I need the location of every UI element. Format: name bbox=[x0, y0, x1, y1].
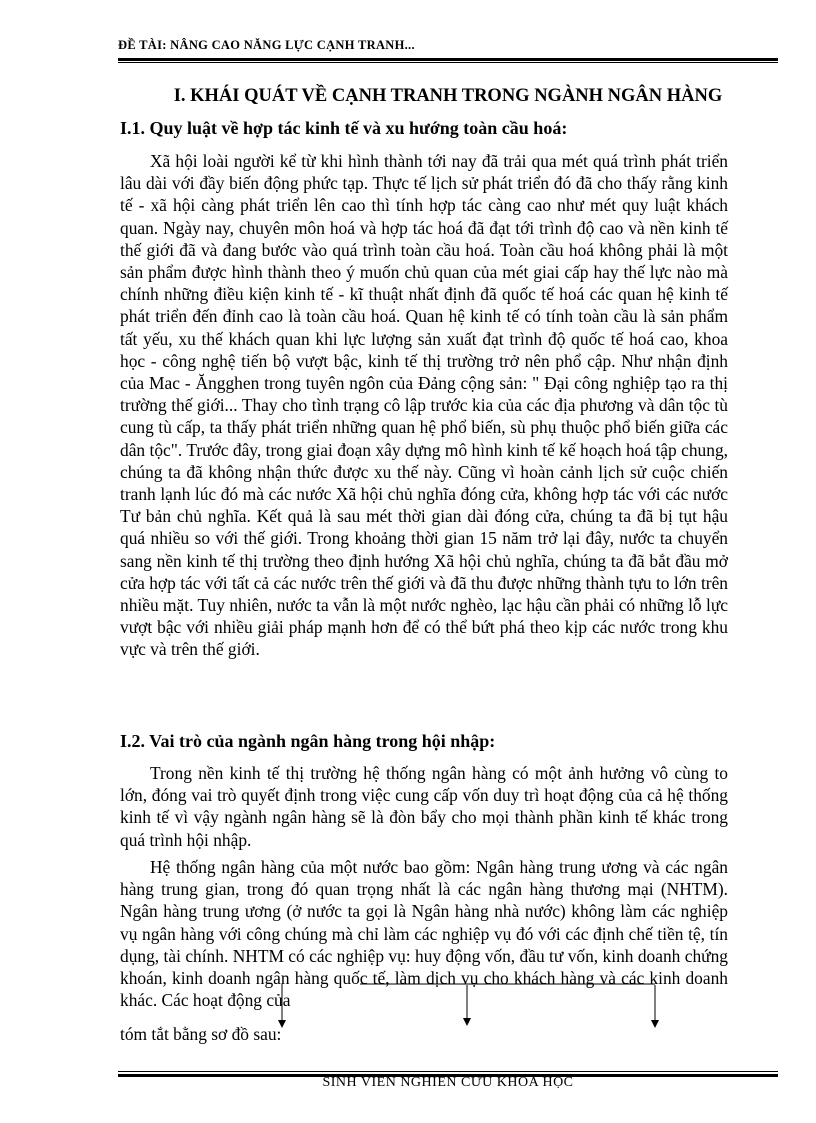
document-header-title: ĐỀ TÀI: NÂNG CAO NĂNG LỰC CẠNH TRANH... bbox=[118, 38, 415, 52]
paragraph-globalization: Xã hội loài người kể từ khi hình thành tới nay đã trải qua mét quá trình phát triển lâu dài với đầy biến động phức tạp. Thực tế lịch sử phát triển đó đã cho thấy rằng kinh tế - xã hội càng phát triển lên cao thì tính hợp tác càng cao như mét quy luật khách quan. Ngày nay, chuyên môn hoá và hợp tác hoá đã đạt tới trình độ cao và nền kinh tế thế giới đã và đang bước vào quá trình toàn cầu hoá. Toàn cầu hoá không phải là một sản phẩm được hình thành theo ý muốn chủ quan của mét giai cấp hay thế lực nào mà chính những điều kiện kinh tế - kĩ thuật nhất định đã quốc tế hoá các quan hệ kinh tế phát triển đến đỉnh cao là toàn cầu hoá. Quan hệ kinh tế có tính toàn cầu là sản phẩm tất yếu, xu thế khách quan khi lực lượng sản xuất đạt trình độ quốc tế hoá cao, khoa học - công nghệ tiến bộ vượt bậc, kinh tế thị trường trở nên phổ cập. Như nhận định của Mac - Ăngghen trong tuyên ngôn của Đảng cộng sản: " Đại công nghiệp tạo ra thị trường thế giới... Thay cho tình trạng cô lập trước kia của các địa phương và dân tộc tù cung tù cấp, ta thấy phát triển những quan hệ phổ biến, sù phụ thuộc phổ biến giữa các dân tộc". Trước đây, trong giai đoạn xây dựng mô hình kinh tế kế hoạch hoá tập chung, chúng ta đã không nhận thức được xu thế này. Cũng vì hoàn cảnh lịch sử cuộc chiến tranh lạnh lúc đó mà các nước Xã hội chủ nghĩa đóng cửa, không hợp tác với các nước Tư bản chủ nghĩa. Kết quả là sau mét thời gian dài đóng cửa, chúng ta đã bị tụt hậu quá nhiều so với thế giới. Trong khoảng thời gian 15 năm trở lại đây, nước ta chuyển sang nền kinh tế thị trường theo định hướng Xã hội chủ nghĩa, chúng ta đã bắt đầu mở cửa hợp tác với tất cả các nước trên thế giới và đã thu được những thành tựu to lớn trên nhiều mặt. Tuy nhiên, nước ta vẫn là một nước nghèo, lạc hậu cần phải có những lỗ lực vượt bậc với nhiều giải pháp mạnh hơn để có thể bứt phá theo kịp các nước trong khu vực và trên thế giới. bbox=[120, 151, 728, 660]
arrow-head-right bbox=[651, 1020, 659, 1028]
paragraph-diagram-intro: tóm tắt bằng sơ đồ sau: bbox=[120, 1024, 282, 1044]
paragraph-banking-role: Trong nền kinh tế thị trường hệ thống ngân hàng có một ảnh hưởng vô cùng to lớn, đóng vai trò quyết định trong việc cung cấp vốn duy trì hoạt động của cả hệ thống kinh tế vì vậy ngành ngân hàng sẽ là đòn bẩy cho mọi thành phần kinh tế khác trong quá trình hội nhập. bbox=[120, 763, 728, 850]
section-title: I. KHÁI QUÁT VỀ CẠNH TRANH TRONG NGÀNH NGÂN HÀNG bbox=[173, 86, 723, 106]
arrow-head-middle bbox=[463, 1018, 471, 1026]
arrow-head-left bbox=[278, 1020, 286, 1028]
subsection-heading-2: I.2. Vai trò của ngành ngân hàng trong hội nhập: bbox=[120, 731, 496, 751]
subsection-heading-1: I.1. Quy luật về hợp tác kinh tế và xu hướng toàn cầu hoá: bbox=[120, 118, 568, 138]
document-footer: SINH VIÊN NGHIÊN CỨU KHOA HỌC bbox=[322, 1075, 574, 1090]
paragraph-banking-system: Hệ thống ngân hàng của một nước bao gồm: Ngân hàng trung ương và các ngân hàng trung gian, trong đó quan trọng nhất là các ngân hàng thương mại (NHTM). Ngân hàng trung ương (ở nước ta gọi là Ngân hàng nhà nước) không làm các nghiệp vụ ngân hàng với công chúng mà chỉ làm các nghiệp vụ đó với các định chế tiền tệ, tín dụng, tài chính. NHTM có các nghiệp vụ: huy động vốn, đầu tư vốn, kinh doanh chứng khoán, kinh doanh ngân hàng quốc tế, làm dịch vụ cho khách hàng và các kinh doanh khác. Các hoạt động của bbox=[120, 857, 728, 1011]
footer-rule-thin bbox=[118, 1071, 778, 1072]
